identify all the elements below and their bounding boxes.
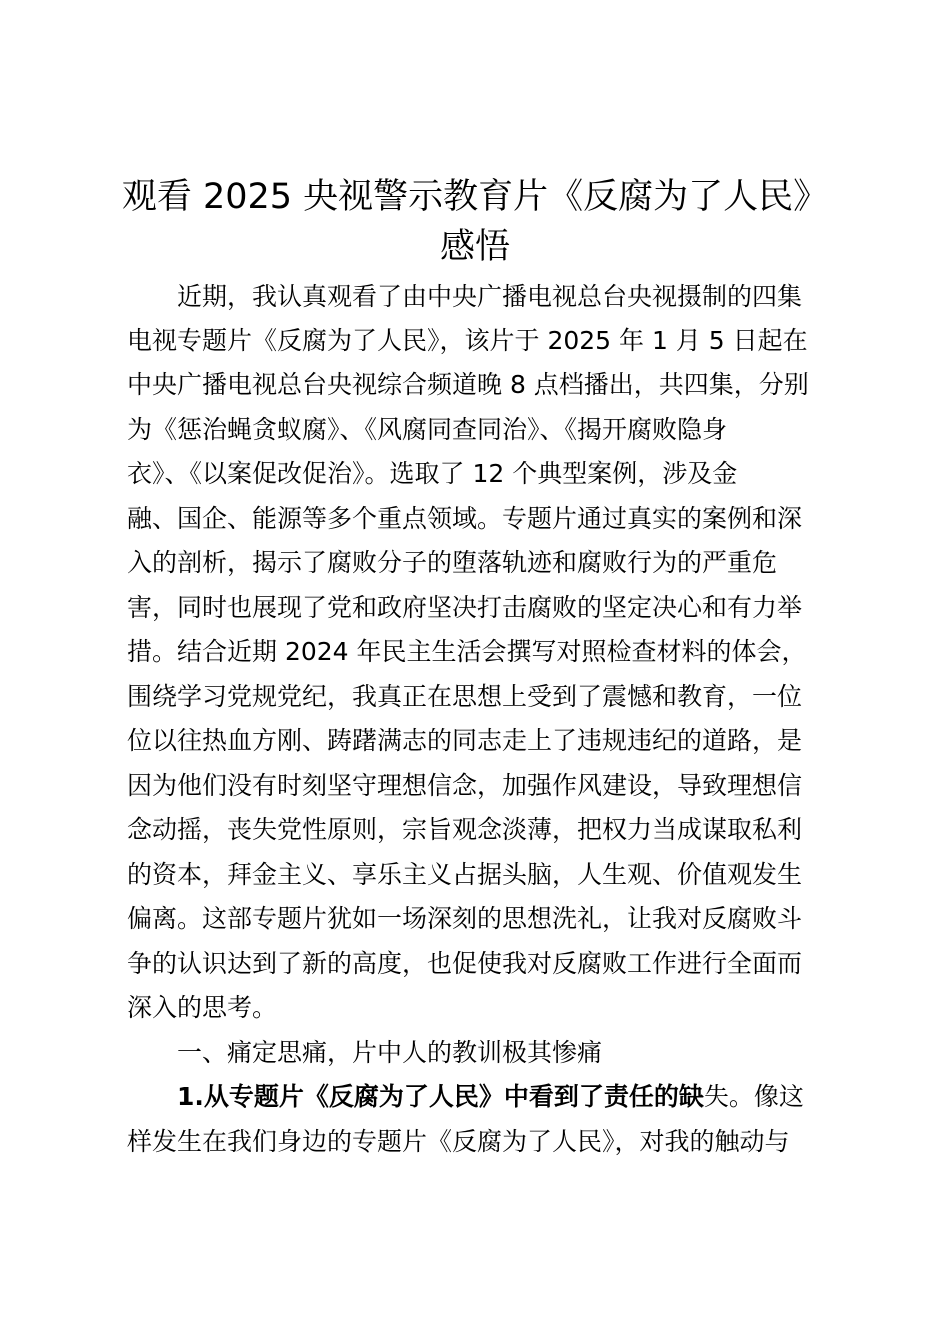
body-line: 的资本，拜金主义、享乐主义占据头脑，人生观、价值观发生 [127, 860, 803, 889]
subsection-heading-bold: 1.从专题片《反腐为了人民》中看到了责任的缺 [127, 1082, 704, 1111]
body-line: 为《惩治蝇贪蚁腐》、《风腐同查同治》、《揭开腐败隐身 [127, 415, 728, 444]
body-line: 因为他们没有时刻坚守理想信念，加强作风建设，导致理想信 [127, 771, 803, 800]
subsection-line [127, 1080, 827, 1114]
body-line: 融、国企、能源等多个重点领域。专题片通过真实的案例和深 [127, 504, 803, 533]
document-title-line-1: 观看 2025 央视警示教育片《反腐为了人民》 [121, 177, 829, 217]
body-line: 衣》、《以案促改促治》。选取了 12 个典型案例，涉及金 [127, 459, 738, 488]
body-line: 中央广播电视总台央视综合频道晚 8 点档播出，共四集，分别 [127, 370, 809, 399]
subsection-heading-rest: 失。像这 [703, 1082, 804, 1111]
section-heading: 一、痛定思痛，片中人的教训极其惨痛 [127, 1038, 603, 1067]
body-line: 位以往热血方刚、踌躇满志的同志走上了违规违纪的道路，是 [127, 726, 803, 755]
body-line: 电视专题片《反腐为了人民》，该片于 2025 年 1 月 5 日起在 [127, 326, 808, 355]
body-line: 入的剖析，揭示了腐败分子的堕落轨迹和腐败行为的严重危 [127, 548, 778, 577]
body-line: 近期，我认真观看了由中央广播电视总台央视摄制的四集 [127, 282, 803, 311]
body-line: 围绕学习党规党纪，我真正在思想上受到了震憾和教育，一位 [127, 682, 803, 711]
body-line: 争的认识达到了新的高度，也促使我对反腐败工作进行全面而 [127, 949, 803, 978]
body-line: 样发生在我们身边的专题片《反腐为了人民》，对我的触动与 [127, 1127, 790, 1156]
body-line: 偏离。这部专题片犹如一场深刻的思想洗礼，让我对反腐败斗 [127, 904, 803, 933]
body-line: 害，同时也展现了党和政府坚决打击腐败的坚定决心和有力举 [127, 593, 803, 622]
body-line: 深入的思考。 [127, 993, 278, 1022]
body-line: 念动摇，丧失党性原则，宗旨观念淡薄，把权力当成谋取私利 [127, 815, 803, 844]
document-title-line-2: 感悟 [439, 227, 510, 267]
body-line: 措。结合近期 2024 年民主生活会撰写对照检查材料的体会， [127, 637, 807, 666]
